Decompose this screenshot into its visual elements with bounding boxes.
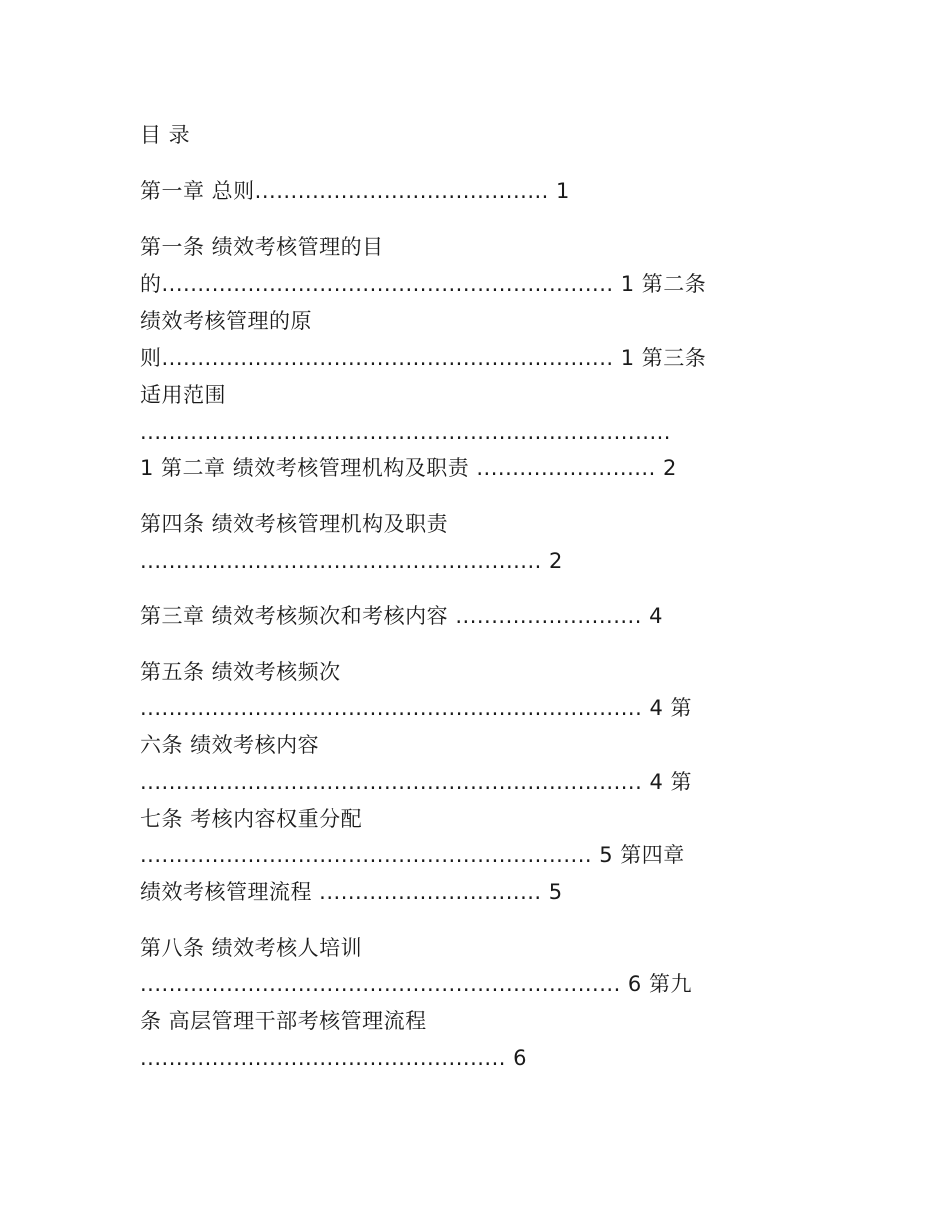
toc-line: ...................................................................... 4 第	[140, 770, 692, 794]
toc-line: ............................................................... 5 第四章	[140, 843, 685, 867]
toc-line: 七条 考核内容权重分配	[140, 807, 363, 831]
toc-line: 则............................................................... 1 第三条	[140, 346, 707, 370]
toc-line: 适用范围	[140, 383, 226, 407]
toc-line: 六条 绩效考核内容	[140, 733, 320, 757]
toc-line: 第四条 绩效考核管理机构及职责	[140, 512, 449, 536]
toc-line: ........................................................ 2	[140, 549, 563, 573]
toc-line: ...................................................................... 4 第	[140, 696, 692, 720]
toc-line: 第八条 绩效考核人培训	[140, 936, 363, 960]
toc-line: 绩效考核管理的原	[140, 309, 312, 333]
toc-line: 的............................................................... 1 第二条	[140, 272, 707, 296]
toc-line: ................................................... 6	[140, 1046, 527, 1070]
toc-line: ..........................................................................	[140, 420, 671, 444]
toc-line: 条 高层管理干部考核管理流程	[140, 1009, 427, 1033]
toc-line: 第五条 绩效考核频次	[140, 660, 341, 684]
toc-line: 第一章 总则......................................... 1	[140, 179, 570, 203]
toc-line: 1 第二章 绩效考核管理机构及职责 ......................... 2	[140, 456, 677, 480]
toc-line: 第三章 绩效考核频次和考核内容 .......................... 4	[140, 604, 663, 628]
toc-title: 目 录	[140, 123, 191, 147]
toc-line: 第一条 绩效考核管理的目	[140, 235, 384, 259]
toc-line: ................................................................... 6 第九	[140, 972, 692, 996]
toc-line: 绩效考核管理流程 ............................... 5	[140, 880, 563, 904]
